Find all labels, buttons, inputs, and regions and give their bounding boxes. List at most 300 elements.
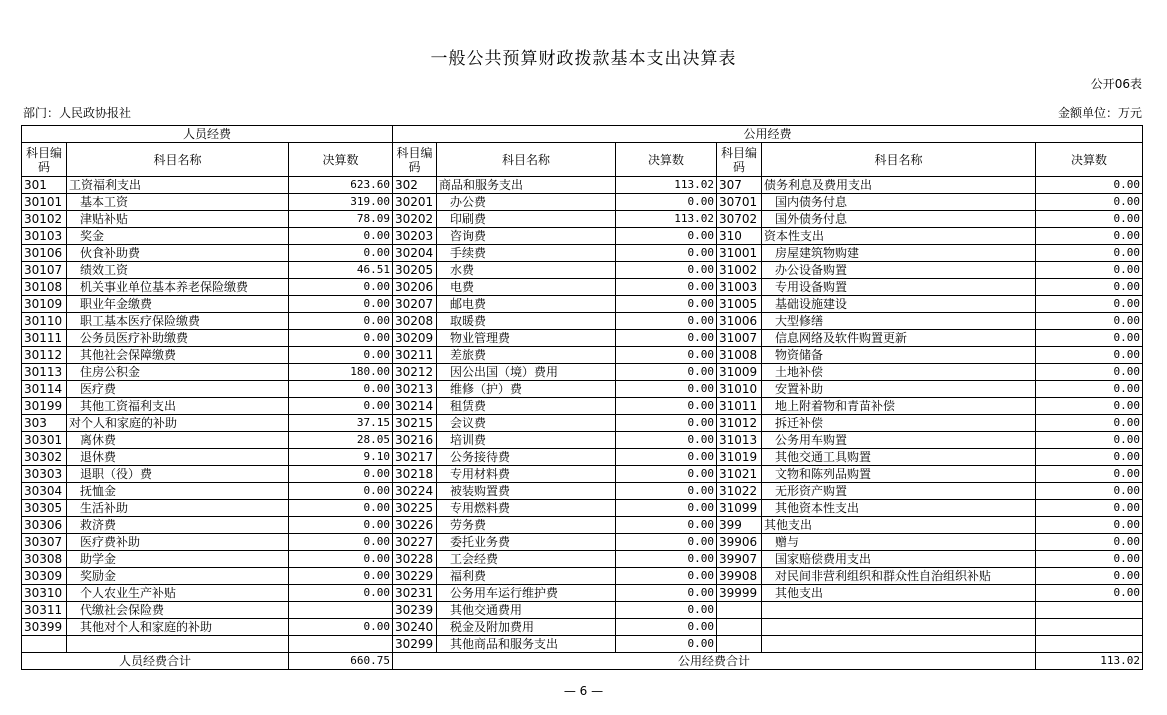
subject-code: 30212	[393, 364, 437, 381]
subject-code: 39999	[717, 585, 762, 602]
subject-name: 其他资本性支出	[762, 500, 1036, 517]
subject-name: 差旅费	[437, 347, 616, 364]
subject-name: 医疗费	[67, 381, 289, 398]
subject-code: 30307	[22, 534, 67, 551]
subject-name: 资本性支出	[762, 228, 1036, 245]
amount-value: 0.00	[616, 228, 717, 245]
subject-code: 30231	[393, 585, 437, 602]
amount-value: 0.00	[616, 449, 717, 466]
amount-value: 37.15	[289, 415, 393, 432]
amount-value	[289, 636, 393, 653]
table-row	[22, 449, 1143, 466]
amount-value: 0.00	[616, 279, 717, 296]
subject-name: 国家赔偿费用支出	[762, 551, 1036, 568]
subject-code: 30110	[22, 313, 67, 330]
subject-name: 物业管理费	[437, 330, 616, 347]
amount-value: 0.00	[1036, 364, 1143, 381]
table-row	[22, 347, 1143, 364]
table-row	[22, 330, 1143, 347]
subject-name: 专用设备购置	[762, 279, 1036, 296]
subject-code: 301	[22, 177, 67, 194]
subject-name: 奖金	[67, 228, 289, 245]
personnel-total-value: 660.75	[289, 653, 393, 670]
subject-name: 生活补助	[67, 500, 289, 517]
subject-name: 职业年金缴费	[67, 296, 289, 313]
subject-code	[717, 602, 762, 619]
subject-code: 30310	[22, 585, 67, 602]
subject-name	[67, 636, 289, 653]
amount-value: 0.00	[616, 381, 717, 398]
amount-value: 0.00	[289, 381, 393, 398]
subject-code: 30304	[22, 483, 67, 500]
subject-code: 30209	[393, 330, 437, 347]
subject-code: 30303	[22, 466, 67, 483]
subject-code: 31002	[717, 262, 762, 279]
name-header: 科目名称	[437, 143, 616, 177]
amount-value: 0.00	[1036, 432, 1143, 449]
subject-code: 30207	[393, 296, 437, 313]
subject-name: 取暖费	[437, 313, 616, 330]
subject-code: 30702	[717, 211, 762, 228]
subject-code: 30206	[393, 279, 437, 296]
subject-name: 物资储备	[762, 347, 1036, 364]
subject-name: 劳务费	[437, 517, 616, 534]
subject-name: 培训费	[437, 432, 616, 449]
amount-value: 28.05	[289, 432, 393, 449]
subject-name: 委托业务费	[437, 534, 616, 551]
subject-name: 商品和服务支出	[437, 177, 616, 194]
subject-name: 大型修缮	[762, 313, 1036, 330]
table-row	[22, 432, 1143, 449]
subject-name: 基本工资	[67, 194, 289, 211]
subject-code: 30399	[22, 619, 67, 636]
subject-code: 30216	[393, 432, 437, 449]
subject-name: 职工基本医疗保险缴费	[67, 313, 289, 330]
amount-value: 0.00	[289, 245, 393, 262]
table-row	[22, 228, 1143, 245]
subject-code: 303	[22, 415, 67, 432]
unit-label: 金额单位：万元	[1057, 106, 1142, 120]
subject-name: 津贴补贴	[67, 211, 289, 228]
table-body	[22, 177, 1143, 653]
amount-value: 0.00	[616, 194, 717, 211]
table-row	[22, 483, 1143, 500]
subject-code: 30299	[393, 636, 437, 653]
code-header: 科目编码	[22, 143, 67, 177]
table-row	[22, 313, 1143, 330]
amount-value	[1036, 602, 1143, 619]
subject-name: 救济费	[67, 517, 289, 534]
subject-code: 30113	[22, 364, 67, 381]
table-row	[22, 619, 1143, 636]
subject-code: 31011	[717, 398, 762, 415]
amount-value: 0.00	[616, 517, 717, 534]
amount-value: 0.00	[616, 262, 717, 279]
subject-name: 福利费	[437, 568, 616, 585]
subject-name: 伙食补助费	[67, 245, 289, 262]
amount-value	[1036, 636, 1143, 653]
group-header-row	[22, 126, 1143, 143]
amount-value: 113.02	[616, 177, 717, 194]
form-tag: 公开06表	[1090, 77, 1142, 91]
subject-code: 31003	[717, 279, 762, 296]
subject-name: 对民间非营利组织和群众性自治组织补贴	[762, 568, 1036, 585]
amount-value: 0.00	[289, 517, 393, 534]
subject-name: 医疗费补助	[67, 534, 289, 551]
subject-name: 其他交通费用	[437, 602, 616, 619]
subject-code: 30202	[393, 211, 437, 228]
subject-name: 退休费	[67, 449, 289, 466]
table-row	[22, 262, 1143, 279]
amount-value: 0.00	[616, 245, 717, 262]
personnel-header: 人员经费	[22, 126, 393, 143]
table-row	[22, 381, 1143, 398]
table-row	[22, 568, 1143, 585]
subject-name	[762, 619, 1036, 636]
subject-code: 30111	[22, 330, 67, 347]
subject-name	[762, 602, 1036, 619]
amount-value: 0.00	[616, 585, 717, 602]
amount-value: 0.00	[616, 500, 717, 517]
amount-value: 0.00	[289, 483, 393, 500]
code-header: 科目编码	[393, 143, 437, 177]
amount-value: 623.60	[289, 177, 393, 194]
amount-value: 0.00	[616, 347, 717, 364]
subject-code: 31099	[717, 500, 762, 517]
amount-value: 0.00	[616, 466, 717, 483]
table-row	[22, 466, 1143, 483]
subject-name: 安置补助	[762, 381, 1036, 398]
amount-value: 0.00	[1036, 415, 1143, 432]
subject-name: 手续费	[437, 245, 616, 262]
amount-value: 0.00	[616, 483, 717, 500]
amount-value: 0.00	[289, 228, 393, 245]
subject-code	[717, 636, 762, 653]
amount-value: 0.00	[1036, 194, 1143, 211]
subject-name: 奖励金	[67, 568, 289, 585]
amount-value: 0.00	[1036, 177, 1143, 194]
subject-name: 个人农业生产补贴	[67, 585, 289, 602]
subject-code: 30308	[22, 551, 67, 568]
subject-name: 工会经费	[437, 551, 616, 568]
subject-code: 30201	[393, 194, 437, 211]
amount-value: 319.00	[289, 194, 393, 211]
amount-value: 0.00	[616, 364, 717, 381]
amount-value: 0.00	[616, 534, 717, 551]
subject-name: 退职（役）费	[67, 466, 289, 483]
subject-name: 电费	[437, 279, 616, 296]
subject-code: 30106	[22, 245, 67, 262]
subject-code: 30214	[393, 398, 437, 415]
subject-code: 30215	[393, 415, 437, 432]
table-row	[22, 602, 1143, 619]
table-row	[22, 296, 1143, 313]
subject-code: 30102	[22, 211, 67, 228]
subject-name: 无形资产购置	[762, 483, 1036, 500]
amount-value: 0.00	[616, 636, 717, 653]
subject-name: 其他交通工具购置	[762, 449, 1036, 466]
amount-value	[1036, 619, 1143, 636]
subject-code: 30239	[393, 602, 437, 619]
subject-code: 30114	[22, 381, 67, 398]
amount-value: 0.00	[289, 619, 393, 636]
subject-name: 绩效工资	[67, 262, 289, 279]
amount-value: 0.00	[616, 330, 717, 347]
amount-value: 9.10	[289, 449, 393, 466]
amount-value: 0.00	[1036, 313, 1143, 330]
amount-value: 0.00	[1036, 279, 1143, 296]
subject-code: 30302	[22, 449, 67, 466]
amount-value: 0.00	[616, 568, 717, 585]
amount-value: 0.00	[1036, 551, 1143, 568]
subject-code: 30228	[393, 551, 437, 568]
subject-code: 30309	[22, 568, 67, 585]
amount-value: 0.00	[289, 330, 393, 347]
subject-name: 信息网络及软件购置更新	[762, 330, 1036, 347]
subject-code: 31007	[717, 330, 762, 347]
public-header: 公用经费	[393, 126, 1143, 143]
table-row	[22, 211, 1143, 228]
amount-value: 0.00	[616, 398, 717, 415]
subject-name: 邮电费	[437, 296, 616, 313]
subject-code: 31019	[717, 449, 762, 466]
personnel-total-label: 人员经费合计	[22, 653, 289, 670]
subject-code: 31005	[717, 296, 762, 313]
amount-value: 0.00	[616, 296, 717, 313]
subject-code: 39906	[717, 534, 762, 551]
subject-code: 31010	[717, 381, 762, 398]
subject-code: 302	[393, 177, 437, 194]
subject-code: 30240	[393, 619, 437, 636]
subject-name: 助学金	[67, 551, 289, 568]
amount-value: 0.00	[289, 585, 393, 602]
amount-value: 0.00	[616, 619, 717, 636]
subject-code: 30208	[393, 313, 437, 330]
table-row	[22, 177, 1143, 194]
amount-value: 0.00	[1036, 211, 1143, 228]
subject-code: 31006	[717, 313, 762, 330]
subject-code: 30226	[393, 517, 437, 534]
table-row	[22, 279, 1143, 296]
amount-header: 决算数	[1036, 143, 1143, 177]
subject-name: 其他支出	[762, 585, 1036, 602]
amount-value: 0.00	[289, 313, 393, 330]
subject-name: 土地补偿	[762, 364, 1036, 381]
public-total-value: 113.02	[1036, 653, 1143, 670]
amount-value: 0.00	[1036, 483, 1143, 500]
amount-value: 0.00	[1036, 398, 1143, 415]
amount-header: 决算数	[616, 143, 717, 177]
subject-code: 30218	[393, 466, 437, 483]
subject-code: 30203	[393, 228, 437, 245]
subject-name: 专用燃料费	[437, 500, 616, 517]
subject-name: 机关事业单位基本养老保险缴费	[67, 279, 289, 296]
amount-value: 0.00	[1036, 347, 1143, 364]
amount-value: 0.00	[616, 551, 717, 568]
page-number: — 6 —	[563, 684, 604, 698]
table-row	[22, 551, 1143, 568]
subject-code: 30205	[393, 262, 437, 279]
amount-value: 0.00	[616, 602, 717, 619]
amount-value: 0.00	[1036, 245, 1143, 262]
name-header: 科目名称	[762, 143, 1036, 177]
amount-value: 0.00	[1036, 517, 1143, 534]
subject-name: 公务用车购置	[762, 432, 1036, 449]
subject-name: 公务接待费	[437, 449, 616, 466]
subject-name: 抚恤金	[67, 483, 289, 500]
amount-value: 0.00	[1036, 534, 1143, 551]
subject-code: 31008	[717, 347, 762, 364]
amount-value: 0.00	[289, 296, 393, 313]
table-row	[22, 415, 1143, 432]
subject-name: 其他社会保障缴费	[67, 347, 289, 364]
amount-value: 0.00	[616, 415, 717, 432]
amount-value: 78.09	[289, 211, 393, 228]
amount-value: 113.02	[616, 211, 717, 228]
amount-value: 0.00	[289, 551, 393, 568]
subject-code: 30227	[393, 534, 437, 551]
amount-header: 决算数	[289, 143, 393, 177]
amount-value: 0.00	[1036, 466, 1143, 483]
subject-name: 因公出国（境）费用	[437, 364, 616, 381]
subject-code: 30311	[22, 602, 67, 619]
amount-value: 0.00	[289, 568, 393, 585]
table-row	[22, 636, 1143, 653]
subject-code: 30103	[22, 228, 67, 245]
subject-code: 31009	[717, 364, 762, 381]
subject-code: 39908	[717, 568, 762, 585]
column-header-row	[22, 143, 1143, 177]
subject-code: 30229	[393, 568, 437, 585]
subject-name: 办公设备购置	[762, 262, 1036, 279]
amount-value: 0.00	[616, 432, 717, 449]
table-row	[22, 517, 1143, 534]
department-label: 部门：人民政协报社	[23, 106, 132, 120]
subject-code: 31013	[717, 432, 762, 449]
subject-name: 税金及附加费用	[437, 619, 616, 636]
subject-name: 其他商品和服务支出	[437, 636, 616, 653]
subject-name: 租赁费	[437, 398, 616, 415]
code-header: 科目编码	[717, 143, 762, 177]
subject-code: 30108	[22, 279, 67, 296]
amount-value	[289, 602, 393, 619]
subject-code: 307	[717, 177, 762, 194]
public-total-label: 公用经费合计	[393, 653, 1036, 670]
subject-name: 水费	[437, 262, 616, 279]
subject-name: 拆迁补偿	[762, 415, 1036, 432]
subject-name: 其他工资福利支出	[67, 398, 289, 415]
subject-code: 30211	[393, 347, 437, 364]
table-row	[22, 585, 1143, 602]
amount-value: 0.00	[1036, 228, 1143, 245]
amount-value: 0.00	[1036, 262, 1143, 279]
subject-name: 公务员医疗补助缴费	[67, 330, 289, 347]
subject-name: 维修（护）费	[437, 381, 616, 398]
subject-name: 公务用车运行维护费	[437, 585, 616, 602]
subject-name: 房屋建筑物购建	[762, 245, 1036, 262]
amount-value: 0.00	[1036, 330, 1143, 347]
subject-code: 30301	[22, 432, 67, 449]
table-row	[22, 194, 1143, 211]
subject-name: 国内债务付息	[762, 194, 1036, 211]
subject-code: 30225	[393, 500, 437, 517]
amount-value: 0.00	[1036, 500, 1143, 517]
subject-name: 文物和陈列品购置	[762, 466, 1036, 483]
subject-name: 国外债务付息	[762, 211, 1036, 228]
amount-value: 46.51	[289, 262, 393, 279]
amount-value: 0.00	[289, 534, 393, 551]
subject-name: 工资福利支出	[67, 177, 289, 194]
subject-name	[762, 636, 1036, 653]
amount-value: 0.00	[289, 398, 393, 415]
subject-code: 30199	[22, 398, 67, 415]
subject-code: 30204	[393, 245, 437, 262]
subject-code: 31012	[717, 415, 762, 432]
subject-code: 30217	[393, 449, 437, 466]
amount-value: 0.00	[289, 347, 393, 364]
subject-name: 赠与	[762, 534, 1036, 551]
subject-name: 被装购置费	[437, 483, 616, 500]
subject-name: 离休费	[67, 432, 289, 449]
subject-code: 30224	[393, 483, 437, 500]
table-row	[22, 398, 1143, 415]
amount-value: 0.00	[616, 313, 717, 330]
subject-code: 31021	[717, 466, 762, 483]
subject-code: 30101	[22, 194, 67, 211]
subject-name: 地上附着物和青苗补偿	[762, 398, 1036, 415]
amount-value: 0.00	[289, 500, 393, 517]
subject-code: 30701	[717, 194, 762, 211]
subject-name: 住房公积金	[67, 364, 289, 381]
subject-code: 39907	[717, 551, 762, 568]
subject-name: 印刷费	[437, 211, 616, 228]
subject-name: 债务利息及费用支出	[762, 177, 1036, 194]
amount-value: 0.00	[1036, 568, 1143, 585]
subject-code: 30306	[22, 517, 67, 534]
subject-name: 代缴社会保险费	[67, 602, 289, 619]
subject-code	[22, 636, 67, 653]
subject-code: 399	[717, 517, 762, 534]
subject-code: 30109	[22, 296, 67, 313]
subject-name: 专用材料费	[437, 466, 616, 483]
subject-name: 对个人和家庭的补助	[67, 415, 289, 432]
amount-value: 0.00	[289, 466, 393, 483]
amount-value: 0.00	[1036, 449, 1143, 466]
amount-value: 0.00	[1036, 381, 1143, 398]
subject-code: 31001	[717, 245, 762, 262]
subject-code: 31022	[717, 483, 762, 500]
table-row	[22, 245, 1143, 262]
amount-value: 0.00	[1036, 296, 1143, 313]
expenditure-table	[21, 125, 1143, 670]
amount-value: 0.00	[1036, 585, 1143, 602]
amount-value: 180.00	[289, 364, 393, 381]
table-row	[22, 500, 1143, 517]
subject-name: 其他对个人和家庭的补助	[67, 619, 289, 636]
subject-name: 咨询费	[437, 228, 616, 245]
subject-name: 基础设施建设	[762, 296, 1036, 313]
name-header: 科目名称	[67, 143, 289, 177]
subject-name: 办公费	[437, 194, 616, 211]
subject-name: 其他支出	[762, 517, 1036, 534]
subject-code: 30107	[22, 262, 67, 279]
subject-code: 30213	[393, 381, 437, 398]
amount-value: 0.00	[289, 279, 393, 296]
page-title: 一般公共预算财政拨款基本支出决算表	[430, 49, 737, 69]
table-row	[22, 364, 1143, 381]
subject-code	[717, 619, 762, 636]
subject-code: 310	[717, 228, 762, 245]
